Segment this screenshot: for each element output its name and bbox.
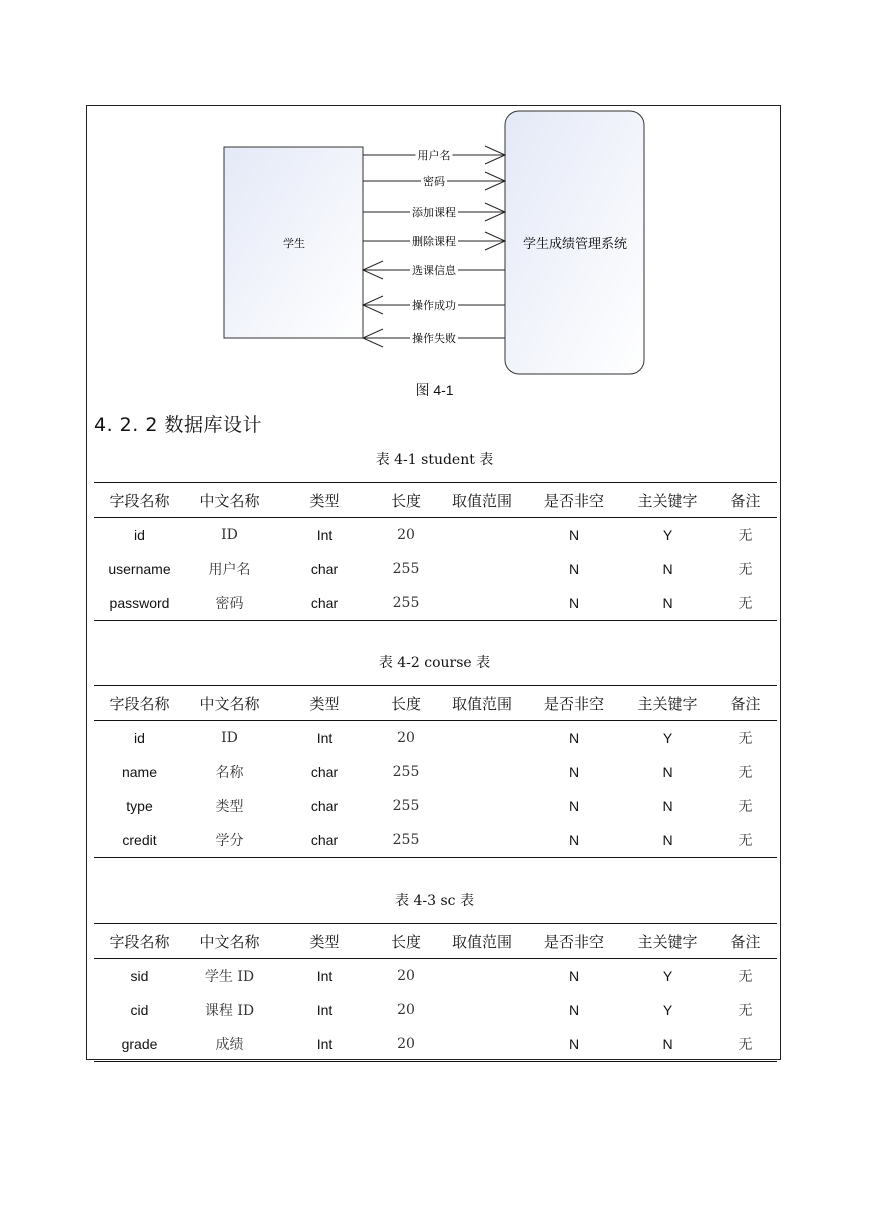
table-row	[94, 1027, 777, 1062]
table-cell: 无	[738, 799, 753, 815]
table-cell	[437, 552, 527, 586]
table-cell: 20	[397, 968, 415, 984]
table-cell: 学生 ID	[204, 969, 255, 985]
flow-label: 操作成功	[412, 299, 456, 312]
column-header: 长度	[375, 924, 437, 959]
table-cell: 类型	[215, 799, 244, 815]
table-row	[94, 755, 777, 789]
table-cell: 255	[392, 764, 420, 780]
table-cell: 255	[392, 561, 420, 577]
table-cell: 255	[375, 586, 437, 621]
table-cell: N	[568, 561, 580, 577]
table-cell: credit	[94, 823, 185, 858]
table-cell: Int	[316, 730, 333, 746]
student-table	[94, 482, 777, 621]
table-cell: Y	[662, 730, 673, 746]
column-header: 备注	[714, 686, 777, 721]
table-cell: N	[568, 764, 580, 780]
column-header: 主关键字	[621, 686, 714, 721]
table-cell: N	[527, 586, 621, 621]
table-cell: Int	[274, 1027, 375, 1062]
table-cell: password	[94, 586, 185, 621]
student-entity-label: 学生	[283, 237, 305, 250]
table-row	[94, 993, 777, 1027]
table-caption-student: 表 4-1 student 表	[375, 452, 494, 468]
table-header-row	[94, 483, 777, 518]
column-header: 是否非空	[527, 686, 621, 721]
column-header: 是否非空	[527, 924, 621, 959]
table-cell: 无	[738, 969, 753, 985]
column-header: 取值范围	[437, 924, 527, 959]
column-header: 主关键字	[621, 924, 714, 959]
table-cell: 无	[738, 562, 753, 578]
table-cell: cid	[130, 1002, 149, 1018]
table-cell: 20	[375, 1027, 437, 1062]
flow-label: 密码	[423, 175, 445, 188]
table-cell: N	[527, 823, 621, 858]
table-row	[94, 823, 777, 858]
column-header: 类型	[274, 924, 375, 959]
table-cell	[437, 518, 527, 553]
table-row	[94, 789, 777, 823]
system-process-label: 学生成绩管理系统	[522, 237, 628, 252]
table-row	[94, 959, 777, 994]
figure-caption: 图 4-1	[415, 382, 454, 398]
column-header: 类型	[274, 686, 375, 721]
table-cell: N	[568, 1002, 580, 1018]
context-diagram	[0, 0, 869, 380]
table-cell: N	[568, 968, 580, 984]
table-cell: Y	[662, 527, 673, 543]
table-header-row	[94, 686, 777, 721]
section-heading: 4. 2. 2 数据库设计	[94, 414, 262, 436]
table-cell: char	[310, 764, 339, 780]
table-cell: 无	[714, 1027, 777, 1062]
table-cell: 无	[714, 823, 777, 858]
table-cell: N	[662, 561, 673, 577]
table-cell: ID	[221, 527, 238, 543]
flow-label: 选课信息	[412, 264, 456, 277]
table-row	[94, 552, 777, 586]
table-cell	[437, 959, 527, 994]
table-cell: 学分	[185, 823, 274, 858]
table-cell: 20	[397, 527, 415, 543]
table-cell: 20	[397, 730, 415, 746]
table-cell: 无	[738, 765, 753, 781]
table-cell: 255	[375, 823, 437, 858]
table-cell	[437, 755, 527, 789]
sc-table	[94, 923, 777, 1062]
table-cell: N	[621, 586, 714, 621]
table-cell: N	[568, 730, 580, 746]
table-cell	[437, 721, 527, 756]
column-header: 备注	[714, 924, 777, 959]
column-header: 主关键字	[621, 483, 714, 518]
table-row	[94, 586, 777, 621]
column-header: 类型	[274, 483, 375, 518]
table-row	[94, 721, 777, 756]
column-header: 长度	[375, 686, 437, 721]
table-cell: char	[274, 586, 375, 621]
table-cell: N	[662, 798, 673, 814]
table-cell	[437, 993, 527, 1027]
table-cell: Y	[662, 1002, 673, 1018]
table-cell: 成绩	[185, 1027, 274, 1062]
table-cell: Int	[316, 968, 333, 984]
column-header: 中文名称	[185, 483, 274, 518]
column-header: 中文名称	[185, 924, 274, 959]
table-cell: 20	[397, 1002, 415, 1018]
table-cell: id	[134, 730, 145, 746]
table-cell	[437, 1027, 527, 1062]
column-header: 是否非空	[527, 483, 621, 518]
table-cell: id	[134, 527, 145, 543]
table-cell: 密码	[185, 586, 274, 621]
table-cell	[437, 586, 527, 621]
table-cell: 用户名	[208, 562, 251, 578]
column-header: 长度	[375, 483, 437, 518]
column-header: 取值范围	[437, 483, 527, 518]
flow-label: 用户名	[417, 149, 451, 162]
table-cell: Int	[316, 1002, 333, 1018]
column-header: 字段名称	[94, 686, 185, 721]
table-row	[94, 518, 777, 553]
column-header: 字段名称	[94, 483, 185, 518]
table-cell: N	[621, 823, 714, 858]
table-cell: 无	[738, 1003, 753, 1019]
table-caption-sc: 表 4-3 sc 表	[395, 893, 474, 909]
flow-label: 添加课程	[412, 206, 456, 219]
table-cell: 无	[738, 731, 753, 747]
table-cell: sid	[130, 968, 149, 984]
table-cell: N	[662, 764, 673, 780]
table-cell: 名称	[215, 765, 244, 781]
table-cell: char	[274, 823, 375, 858]
table-cell: char	[310, 798, 339, 814]
table-cell: N	[568, 527, 580, 543]
table-cell: N	[527, 1027, 621, 1062]
table-cell: char	[310, 561, 339, 577]
flow-label: 操作失败	[412, 332, 456, 345]
flow-label: 删除课程	[412, 235, 456, 248]
column-header: 备注	[714, 483, 777, 518]
table-cell: N	[568, 798, 580, 814]
table-cell: 255	[392, 798, 420, 814]
table-cell: type	[126, 798, 153, 814]
table-cell: Int	[316, 527, 333, 543]
course-table	[94, 685, 777, 858]
table-cell: N	[621, 1027, 714, 1062]
table-cell	[437, 789, 527, 823]
table-cell	[437, 823, 527, 858]
table-cell: Y	[662, 968, 673, 984]
table-cell: 课程 ID	[204, 1003, 255, 1019]
column-header: 中文名称	[185, 686, 274, 721]
table-cell: grade	[94, 1027, 185, 1062]
table-cell: ID	[221, 730, 238, 746]
table-header-row	[94, 924, 777, 959]
table-cell: name	[121, 764, 158, 780]
table-cell: 无	[738, 528, 753, 544]
column-header: 取值范围	[437, 686, 527, 721]
table-cell: 无	[714, 586, 777, 621]
table-caption-course: 表 4-2 course 表	[378, 655, 491, 671]
table-cell: username	[108, 561, 171, 577]
column-header: 字段名称	[94, 924, 185, 959]
